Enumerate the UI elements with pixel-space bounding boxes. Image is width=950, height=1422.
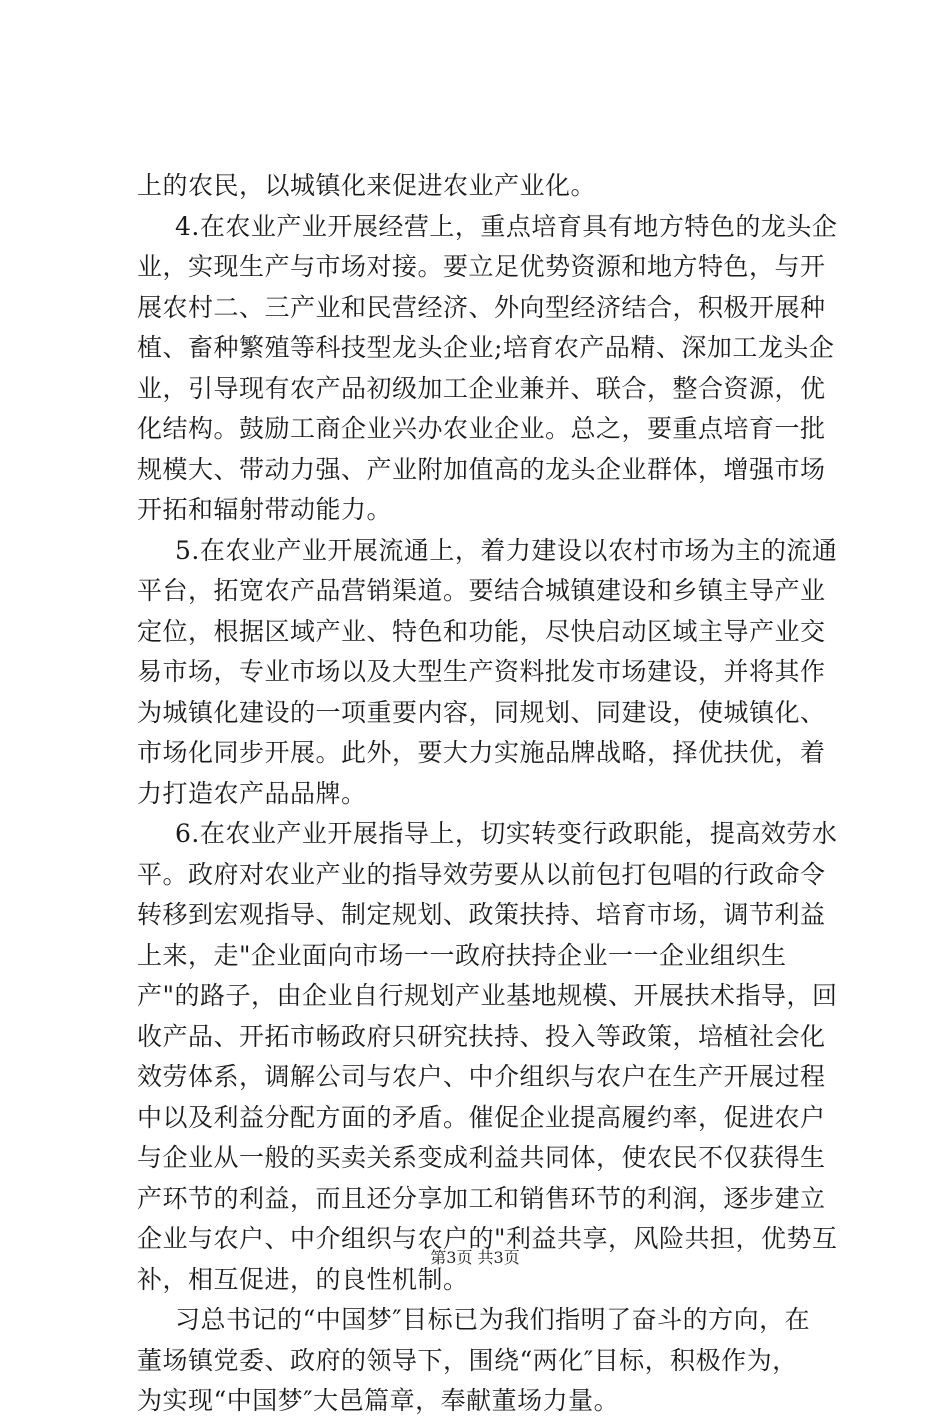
text-line: 定位，根据区域产业、特色和功能，尽快启动区域主导产业交 bbox=[137, 616, 826, 646]
text-line: 植、畜种繁殖等科技型龙头企业;培育农产品精、深加工龙头企 bbox=[137, 333, 835, 362]
text-line: 4.在农业产业开展经营上，重点培育具有地方特色的龙头企 bbox=[175, 211, 838, 241]
text-line: 与企业从一般的买卖关系变成利益共同体，使农民不仅获得生 bbox=[137, 1143, 826, 1172]
text-line: 开拓和辐射带动能力。 bbox=[137, 495, 393, 524]
text-line: 力打造农产品品牌。 bbox=[137, 778, 367, 808]
text-line: 5.在农业产业开展流通上，着力建设以农村市场为主的流通 bbox=[175, 535, 838, 565]
text-line: 习总书记的“中国梦″目标已为我们指明了奋斗的方向，在 bbox=[175, 1305, 811, 1334]
text-line: 董场镇党委、政府的领导下，围绕“两化″目标，积极作为， bbox=[137, 1345, 798, 1375]
text-line: 展农村二、三产业和民营经济、外向型经济结合，积极开展种 bbox=[137, 292, 826, 322]
text-line: 补，相互促进，的良性机制。 bbox=[137, 1264, 469, 1294]
text-line: 业，引导现有农产品初级加工企业兼并、联合，整合资源，优 bbox=[137, 373, 826, 403]
text-line: 转移到宏观指导、制定规划、政策扶持、培育市场，调节利益 bbox=[137, 900, 826, 929]
text-line: 上来，走"企业面向市场一一政府扶持企业一一企业组织生 bbox=[137, 940, 787, 970]
text-line: 中以及利益分配方面的矛盾。催促企业提高履约率，促进农户 bbox=[137, 1102, 826, 1132]
text-line: 6.在农业产业开展指导上，切实转变行政职能，提高效劳水 bbox=[175, 819, 838, 848]
text-line: 市场化同步开展。此外，要大力实施品牌战略，择优扶优，着 bbox=[137, 738, 826, 767]
text-line: 平。政府对农业产业的指导效劳要从以前包打包唱的行政命令 bbox=[137, 859, 826, 889]
text-line: 产"的路子，由企业自行规划产业基地规模、开展扶术指导，回 bbox=[137, 981, 838, 1010]
text-line: 效劳体系，调解公司与农户、中介组织与农户在生产开展过程 bbox=[137, 1062, 826, 1091]
text-line: 平台，拓宽农产品营销渠道。要结合城镇建设和乡镇主导产业 bbox=[137, 576, 826, 605]
text-line: 收产品、开拓市畅政府只研究扶持、投入等政策，培植社会化 bbox=[137, 1021, 826, 1051]
text-line: 化结构。鼓励工商企业兴办农业企业。总之，要重点培育一批 bbox=[137, 414, 826, 443]
text-line: 上的农民，以城镇化来促进农业产业化。 bbox=[137, 171, 597, 200]
text-line: 业，实现生产与市场对接。要立足优势资源和地方特色，与开 bbox=[137, 252, 826, 281]
text-line: 为城镇化建设的一项重要内容，同规划、同建设，使城镇化、 bbox=[137, 697, 826, 727]
text-line: 易市场，专业市场以及大型生产资料批发市场建设，并将其作 bbox=[137, 657, 826, 686]
text-line: 产环节的利益，而且还分享加工和销售环节的利润，逐步建立 bbox=[137, 1183, 826, 1213]
document-body bbox=[137, 166, 838, 1422]
text-line: 为实现“中国梦″大邑篇章，奉献董场力量。 bbox=[137, 1386, 620, 1415]
text-line: 企业与农户、中介组织与农户的"利益共享，风险共担，优势互 bbox=[137, 1224, 838, 1253]
text-line: 规模大、带动力强、产业附加值高的龙头企业群体，增强市场 bbox=[137, 454, 826, 484]
page-footer: 第3页 共3页 bbox=[430, 1248, 520, 1267]
